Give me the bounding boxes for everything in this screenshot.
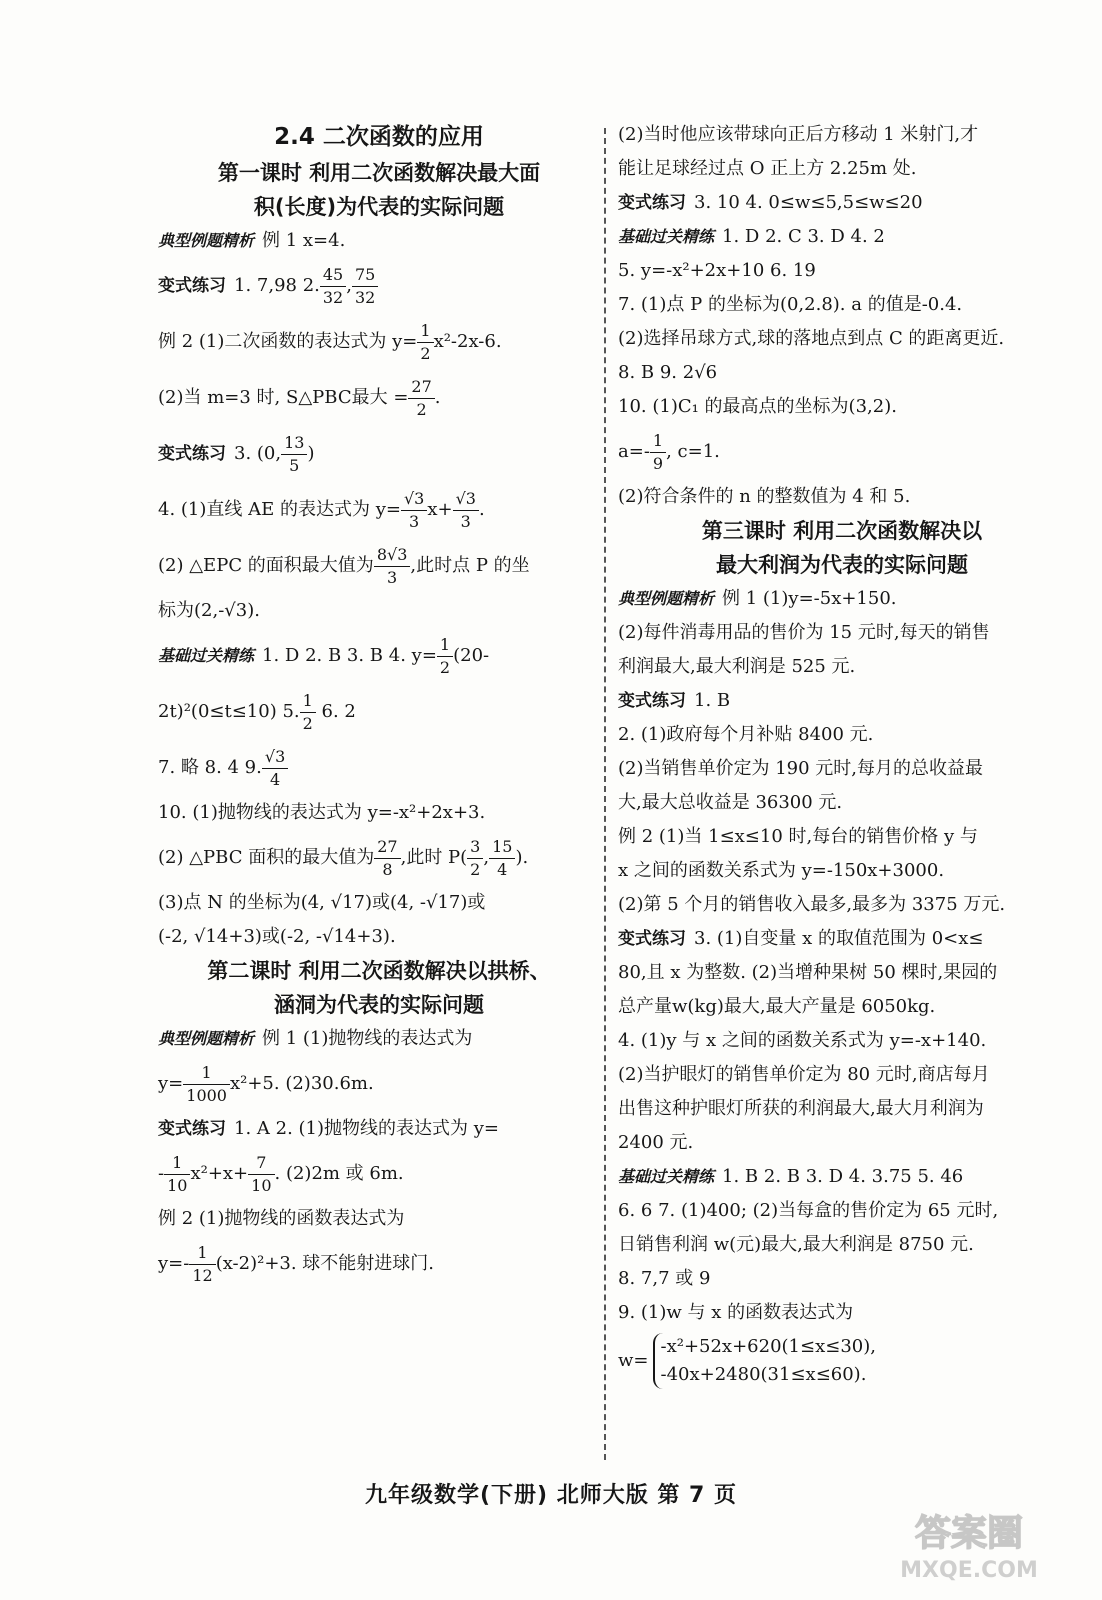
- answer-line: 2. (1)政府每个月补贴 8400 元.: [618, 724, 874, 745]
- section-title: 2.4 二次函数的应用: [274, 124, 484, 150]
- answer-line: 8. B 9. 2√6: [618, 362, 718, 383]
- answer-line: 典型例题精析 例 1 (1)抛物线的表达式为: [158, 1028, 473, 1049]
- answer-line: y= $\frac{1}{1000}$ x²+5. (2)30.6m.: [158, 1062, 374, 1105]
- piecewise-function: w= -x²+52x+620(1≤x≤30), -40x+2480(31≤x≤60).: [618, 1330, 1066, 1392]
- lesson-1-title: 第一课时 利用二次函数解决最大面: [217, 161, 541, 185]
- answer-line: 2t)²(0≤t≤10) 5. $\frac{1}{2}$ 6. 2: [158, 690, 356, 733]
- section-tag: 变式练习: [618, 691, 686, 711]
- answer-line: 典型例题精析 例 1 x=4.: [158, 230, 346, 251]
- fraction: $\frac{1}{12}$: [189, 1242, 215, 1287]
- section-tag: 变式练习: [618, 193, 686, 213]
- lesson-2-title: 第二课时 利用二次函数解决以拱桥、: [207, 959, 551, 983]
- section-tag: 基础过关精练: [158, 646, 255, 665]
- column-divider: [604, 128, 606, 1460]
- fraction: $\frac{3}{2}$: [467, 836, 483, 881]
- answer-line: (2)符合条件的 n 的整数值为 4 和 5.: [618, 486, 911, 507]
- answer-line: 能让足球经过点 O 正上方 2.25m 处.: [618, 158, 917, 179]
- answer-line: 例 2 (1)抛物线的函数表达式为: [158, 1208, 405, 1229]
- answer-line: (3)点 N 的坐标为(4, √17)或(4, -√17)或: [158, 892, 486, 913]
- page-footer: 九年级数学(下册) 北师大版 第 7 页: [364, 1483, 738, 1508]
- answer-line: 9. (1)w 与 x 的函数表达式为: [618, 1302, 854, 1323]
- fraction: $\frac{27}{8}$: [374, 836, 400, 881]
- answer-line: 80,且 x 为整数. (2)当增种果树 50 棵时,果园的: [618, 962, 998, 983]
- fraction: $\frac{1}{9}$: [650, 430, 666, 475]
- answer-line: 变式练习 3. (1)自变量 x 的取值范围为 0<x≤: [618, 928, 984, 949]
- section-tag: 变式练习: [158, 1119, 226, 1139]
- lesson-2-title-cont: 涵洞为代表的实际问题: [274, 993, 484, 1017]
- section-tag: 基础过关精练: [618, 1167, 715, 1186]
- brace-system: -x²+52x+620(1≤x≤30), -40x+2480(31≤x≤60).: [653, 1333, 876, 1389]
- answer-line: 10. (1)抛物线的表达式为 y=-x²+2x+3.: [158, 802, 486, 823]
- answer-line: 大,最大总收益是 36300 元.: [618, 792, 843, 813]
- svg-text:MXQE.COM: MXQE.COM: [900, 1558, 1038, 1583]
- answer-line: 5. y=-x²+2x+10 6. 19: [618, 260, 816, 281]
- answer-line: 4. (1)y 与 x 之间的函数关系式为 y=-x+140.: [618, 1030, 987, 1051]
- answer-line: (-2, √14+3)或(-2, -√14+3).: [158, 926, 396, 947]
- section-tag: 变式练习: [158, 444, 226, 464]
- answer-line: 变式练习 1. A 2. (1)抛物线的表达式为 y=: [158, 1118, 499, 1139]
- answer-line: 2400 元.: [618, 1132, 694, 1153]
- answer-line: 典型例题精析 例 1 (1)y=-5x+150.: [618, 588, 897, 609]
- fraction: $\frac{√3}{3}$: [453, 488, 479, 533]
- answer-line: 变式练习 1. 7,98 2. $\frac{45}{32}$ , $\frac{75}{32}$: [158, 258, 600, 314]
- fraction: $\frac{1}{2}$: [417, 320, 433, 365]
- answer-line: 基础过关精练 1. D 2. C 3. D 4. 2: [618, 226, 885, 247]
- lesson-1-title-cont: 积(长度)为代表的实际问题: [253, 195, 505, 219]
- watermark-logo: [864, 1505, 1074, 1585]
- answer-line: - $\frac{1}{10}$ x²+x+ $\frac{7}{10}$ . (2)2m 或 6m.: [158, 1152, 404, 1195]
- answer-line: 日销售利润 w(元)最大,最大利润是 8750 元.: [618, 1234, 974, 1255]
- answer-line: (2)当时他应该带球向正后方移动 1 米射门,才: [618, 124, 979, 145]
- answer-line: 4. (1)直线 AE 的表达式为 y= $\frac{√3}{3}$ x+ $\frac{√3}{3}$ .: [158, 488, 485, 531]
- answer-line: 8. 7,7 或 9: [618, 1268, 711, 1289]
- section-tag: 基础过关精练: [618, 227, 715, 246]
- fraction: $\frac{45}{32}$: [320, 264, 346, 309]
- answer-line: 变式练习 1. B: [618, 690, 731, 711]
- section-tag: 典型例题精析: [158, 1029, 255, 1048]
- answer-line: 利润最大,最大利润是 525 元.: [618, 656, 856, 677]
- answer-line: a=- $\frac{1}{9}$ , c=1.: [618, 430, 720, 473]
- fraction: $\frac{√3}{3}$: [401, 488, 427, 533]
- section-tag: 典型例题精析: [618, 589, 715, 608]
- answer-line: 标为(2,-√3).: [158, 600, 260, 621]
- right-column: [618, 118, 1066, 1392]
- section-tag: 变式练习: [158, 276, 226, 296]
- answer-line: (2)当护眼灯的销售单价定为 80 元时,商店每月: [618, 1064, 990, 1085]
- answer-line: (2)当销售单价定为 190 元时,每月的总收益最: [618, 758, 984, 779]
- fraction: $\frac{√3}{4}$: [262, 746, 288, 791]
- answer-line: 例 2 (1)当 1≤x≤10 时,每台的销售价格 y 与: [618, 826, 978, 847]
- answer-line: (2)每件消毒用品的售价为 15 元时,每天的销售: [618, 622, 990, 643]
- answer-line: 7. (1)点 P 的坐标为(0,2.8). a 的值是-0.4.: [618, 294, 963, 315]
- answer-line: y=- $\frac{1}{12}$ (x-2)²+3. 球不能射进球门.: [158, 1242, 435, 1285]
- answer-line: (2)选择吊球方式,球的落地点到点 C 的距离更近.: [618, 328, 1005, 349]
- fraction: $\frac{15}{4}$: [489, 836, 515, 881]
- fraction: $\frac{75}{32}$: [352, 264, 378, 309]
- fraction: $\frac{27}{2}$: [408, 376, 434, 421]
- answer-line: 变式练习 3. 10 4. 0≤w≤5,5≤w≤20: [618, 192, 923, 213]
- answer-line: 7. 略 8. 4 9. $\frac{√3}{4}$: [158, 740, 600, 796]
- svg-text:答案圈: 答案圈: [914, 1513, 1024, 1554]
- answer-line: (2)第 5 个月的销售收入最多,最多为 3375 万元.: [618, 894, 1006, 915]
- answer-line: (2) △PBC 面积的最大值为 $\frac{27}{8}$ ,此时 P( $\frac{3}{2}$ , $\frac{15}{4}$ ).: [158, 836, 529, 879]
- fraction: $\frac{1}{2}$: [437, 634, 453, 679]
- answer-line: (2) △EPC 的面积最大值为 $\frac{8√3}{3}$ ,此时点 P 的坐: [158, 544, 530, 587]
- fraction: $\frac{1}{2}$: [300, 690, 316, 735]
- fraction: $\frac{1}{1000}$: [183, 1062, 230, 1107]
- lesson-3-title: 第三课时 利用二次函数解决以: [701, 519, 983, 543]
- answer-line: 例 2 (1)二次函数的表达式为 y= $\frac{1}{2}$ x²-2x-6.: [158, 320, 502, 363]
- answer-line: 6. 6 7. (1)400; (2)当每盒的售价定为 65 元时,: [618, 1200, 999, 1221]
- answer-line: x 之间的函数关系式为 y=-150x+3000.: [618, 860, 945, 881]
- section-tag: 变式练习: [618, 929, 686, 949]
- answer-line: 变式练习 3. (0, $\frac{13}{5}$ ): [158, 432, 315, 475]
- answer-line: 基础过关精练 1. B 2. B 3. D 4. 3.75 5. 46: [618, 1166, 964, 1187]
- answer-line: 基础过关精练 1. D 2. B 3. B 4. y= $\frac{1}{2}$ (20-: [158, 634, 490, 677]
- answer-line: 总产量w(kg)最大,最大产量是 6050kg.: [618, 996, 936, 1017]
- lesson-3-title-cont: 最大利润为代表的实际问题: [716, 553, 968, 577]
- left-column: [158, 118, 600, 1292]
- fraction: $\frac{8√3}{3}$: [374, 544, 411, 589]
- section-tag: 典型例题精析: [158, 231, 255, 250]
- answer-line: 10. (1)C₁ 的最高点的坐标为(3,2).: [618, 396, 897, 417]
- answer-line: 出售这种护眼灯所获的利润最大,最大月利润为: [618, 1098, 984, 1119]
- fraction: $\frac{7}{10}$: [248, 1152, 274, 1197]
- answer-line: (2)当 m=3 时, S△PBC最大 = $\frac{27}{2}$ .: [158, 376, 441, 419]
- fraction: $\frac{1}{10}$: [164, 1152, 190, 1197]
- fraction: $\frac{13}{5}$: [281, 432, 307, 477]
